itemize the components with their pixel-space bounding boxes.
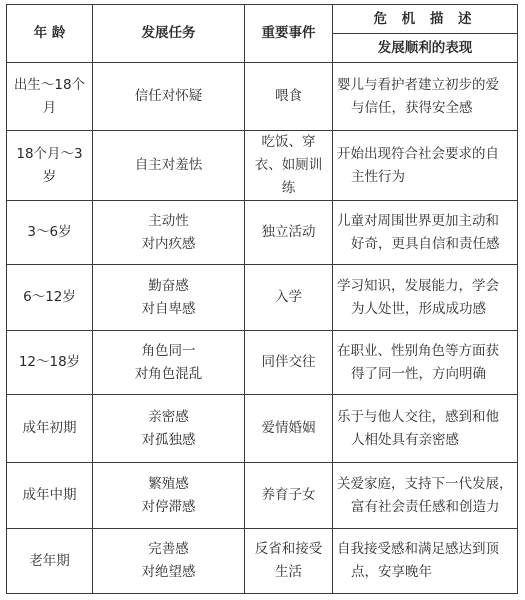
cell-development-task	[93, 395, 245, 463]
cell-development-task-line: 完善感	[148, 541, 189, 557]
cell-important-event-line: 入学	[275, 289, 302, 305]
cell-success-performance-line: 为人处世，形成成功感	[351, 300, 486, 317]
header-event: 重要事件	[245, 5, 333, 63]
cell-success-performance-line: 开始出现符合社会要求的自	[337, 145, 499, 162]
cell-development-task-line: 主动性	[148, 212, 189, 229]
cell-development-task	[93, 463, 245, 529]
cell-development-task	[93, 201, 245, 265]
cell-success-performance-line: 关爱家庭，支持下一代发展，	[337, 475, 513, 492]
table-row	[7, 331, 518, 395]
table-row	[7, 463, 518, 529]
cell-age: 成年中期	[7, 463, 93, 529]
cell-development-task-line: 对绝望感	[141, 564, 196, 580]
cell-important-event-line: 同伴交往	[261, 354, 316, 370]
table-row	[7, 131, 518, 201]
cell-important-event	[245, 331, 333, 395]
cell-development-task-line: 自主对羞怯	[134, 157, 203, 173]
cell-important-event-line: 爱情婚姻	[261, 420, 316, 436]
cell-important-event	[245, 201, 333, 265]
cell-development-task-line: 勤奋感	[148, 277, 189, 294]
cell-success-performance-line: 人相处具有亲密感	[351, 431, 459, 448]
cell-development-task-line: 对内疚感	[141, 235, 196, 252]
cell-success-performance	[333, 201, 518, 265]
cell-important-event-line: 喂食	[275, 88, 302, 104]
cell-success-performance-line: 点，安享晚年	[351, 564, 432, 580]
cell-age: 3～6岁	[7, 201, 93, 265]
cell-success-performance-line: 儿童对周围世界更加主动和	[337, 212, 499, 229]
header-row-top	[7, 5, 518, 34]
cell-success-performance-line: 主性行为	[351, 168, 405, 185]
header-task: 发展任务	[93, 5, 245, 63]
cell-important-event-line: 生活	[275, 564, 302, 580]
cell-success-performance-line: 在职业、性别角色等方面获	[337, 342, 499, 359]
erikson-stages-table	[6, 4, 518, 594]
cell-important-event	[245, 63, 333, 131]
cell-success-performance-line: 婴儿与看护者建立初步的爱	[337, 76, 499, 93]
cell-age: 成年初期	[7, 395, 93, 463]
cell-development-task-line: 亲密感	[148, 408, 189, 425]
cell-success-performance	[333, 529, 518, 594]
cell-success-performance	[333, 131, 518, 201]
cell-age: 老年期	[7, 529, 93, 594]
cell-important-event-line: 反省和接受	[254, 541, 323, 557]
table-row	[7, 63, 518, 131]
cell-success-performance-line: 富有社会责任感和创造力	[351, 498, 500, 515]
table-row	[7, 395, 518, 463]
cell-age: 12～18岁	[7, 331, 93, 395]
cell-age: 6～12岁	[7, 265, 93, 331]
cell-important-event-line: 独立活动	[261, 224, 316, 240]
cell-development-task	[93, 529, 245, 594]
cell-important-event	[245, 395, 333, 463]
cell-development-task	[93, 63, 245, 131]
cell-important-event-line: 练	[281, 180, 296, 196]
cell-important-event	[245, 265, 333, 331]
cell-development-task-line: 繁殖感	[148, 475, 189, 492]
cell-success-performance	[333, 63, 518, 131]
cell-important-event-line: 养育子女	[261, 487, 316, 503]
cell-success-performance-line: 得了同一性，方向明确	[351, 365, 486, 382]
cell-important-event	[245, 131, 333, 201]
table-row	[7, 529, 518, 594]
cell-success-performance-line: 自我接受感和满足感达到顶	[337, 541, 499, 557]
cell-development-task-line: 对自卑感	[141, 300, 196, 317]
cell-development-task-line: 信任对怀疑	[134, 88, 203, 104]
cell-important-event-line: 吃饭、穿	[261, 134, 316, 150]
cell-development-task-line: 角色同一	[141, 342, 196, 359]
table-row	[7, 265, 518, 331]
table-row	[7, 201, 518, 265]
cell-important-event-line: 衣、如厕训	[254, 157, 323, 173]
cell-age: 出生～18个月	[7, 63, 93, 131]
header-age: 年 龄	[7, 5, 93, 63]
cell-success-performance-line: 好奇，更具自信和责任感	[351, 235, 500, 252]
table-body	[7, 63, 518, 594]
cell-success-performance	[333, 331, 518, 395]
cell-important-event	[245, 529, 333, 594]
table-header	[7, 5, 518, 63]
cell-development-task	[93, 265, 245, 331]
cell-success-performance-line: 乐于与他人交往，感到和他	[337, 408, 499, 425]
cell-development-task-line: 对角色混乱	[134, 365, 203, 382]
cell-success-performance	[333, 463, 518, 529]
header-success-performance: 发展顺利的表现	[333, 34, 518, 63]
cell-development-task-line: 对停滞感	[141, 498, 196, 515]
cell-development-task	[93, 331, 245, 395]
cell-success-performance-line: 学习知识，发展能力，学会	[337, 277, 499, 294]
cell-success-performance-line: 与信任，获得安全感	[351, 99, 473, 116]
cell-age: 18个月～3岁	[7, 131, 93, 201]
cell-success-performance	[333, 395, 518, 463]
cell-important-event	[245, 463, 333, 529]
cell-development-task-line: 对孤独感	[141, 431, 196, 448]
header-crisis-description: 危 机 描 述	[333, 5, 518, 34]
cell-success-performance	[333, 265, 518, 331]
cell-development-task	[93, 131, 245, 201]
